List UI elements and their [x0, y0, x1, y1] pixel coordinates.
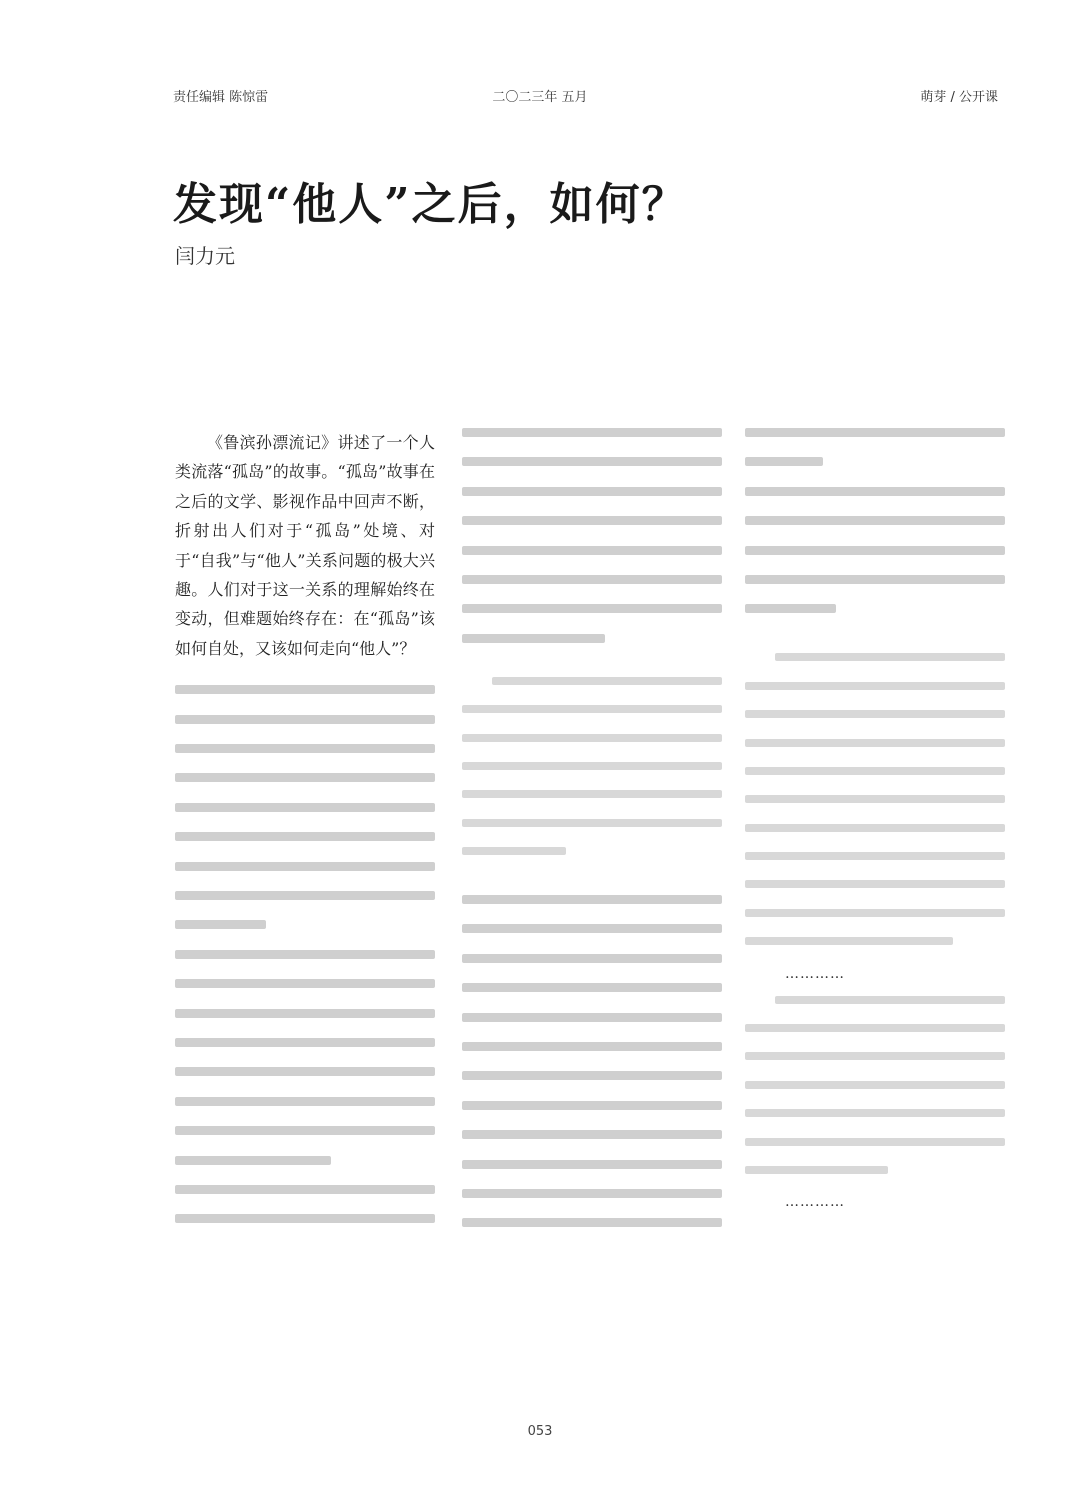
illegible-text-block	[745, 428, 1005, 613]
text-column-3	[745, 428, 1005, 1224]
block-quote	[745, 996, 1005, 1174]
illegible-text-block	[175, 685, 435, 1223]
ellipsis-marker: …………	[785, 965, 845, 982]
illegible-text-block	[462, 428, 722, 643]
issue-date: 二〇二三年 五月	[492, 90, 588, 105]
block-quote	[745, 653, 1005, 945]
ellipsis-marker: …………	[785, 1194, 845, 1211]
article-title: 发现“他人”之后，如何？	[173, 179, 688, 230]
editor-credit: 责任编辑 陈惊雷	[173, 90, 269, 105]
article-author: 闫力元	[175, 244, 235, 268]
text-column-1	[175, 428, 435, 1244]
magazine-section: 萌芽 / 公开课	[920, 90, 998, 105]
block-quote	[462, 677, 722, 855]
text-column-2	[462, 428, 722, 1248]
page-number: 053	[527, 1424, 553, 1439]
illegible-text-block	[462, 895, 722, 1227]
body-paragraph: 《鲁滨孙漂流记》讲述了一个人类流落“孤岛”的故事。“孤岛”故事在之后的文学、影视作品中回声不断，折射出人们对于“孤岛”处境、对于“自我”与“他人”关系问题的极大兴趣。人们对于这一关系的理解始终在变动，但难题始终存在：在“孤岛”该如何自处，又该如何走向“他人”？	[175, 433, 435, 658]
